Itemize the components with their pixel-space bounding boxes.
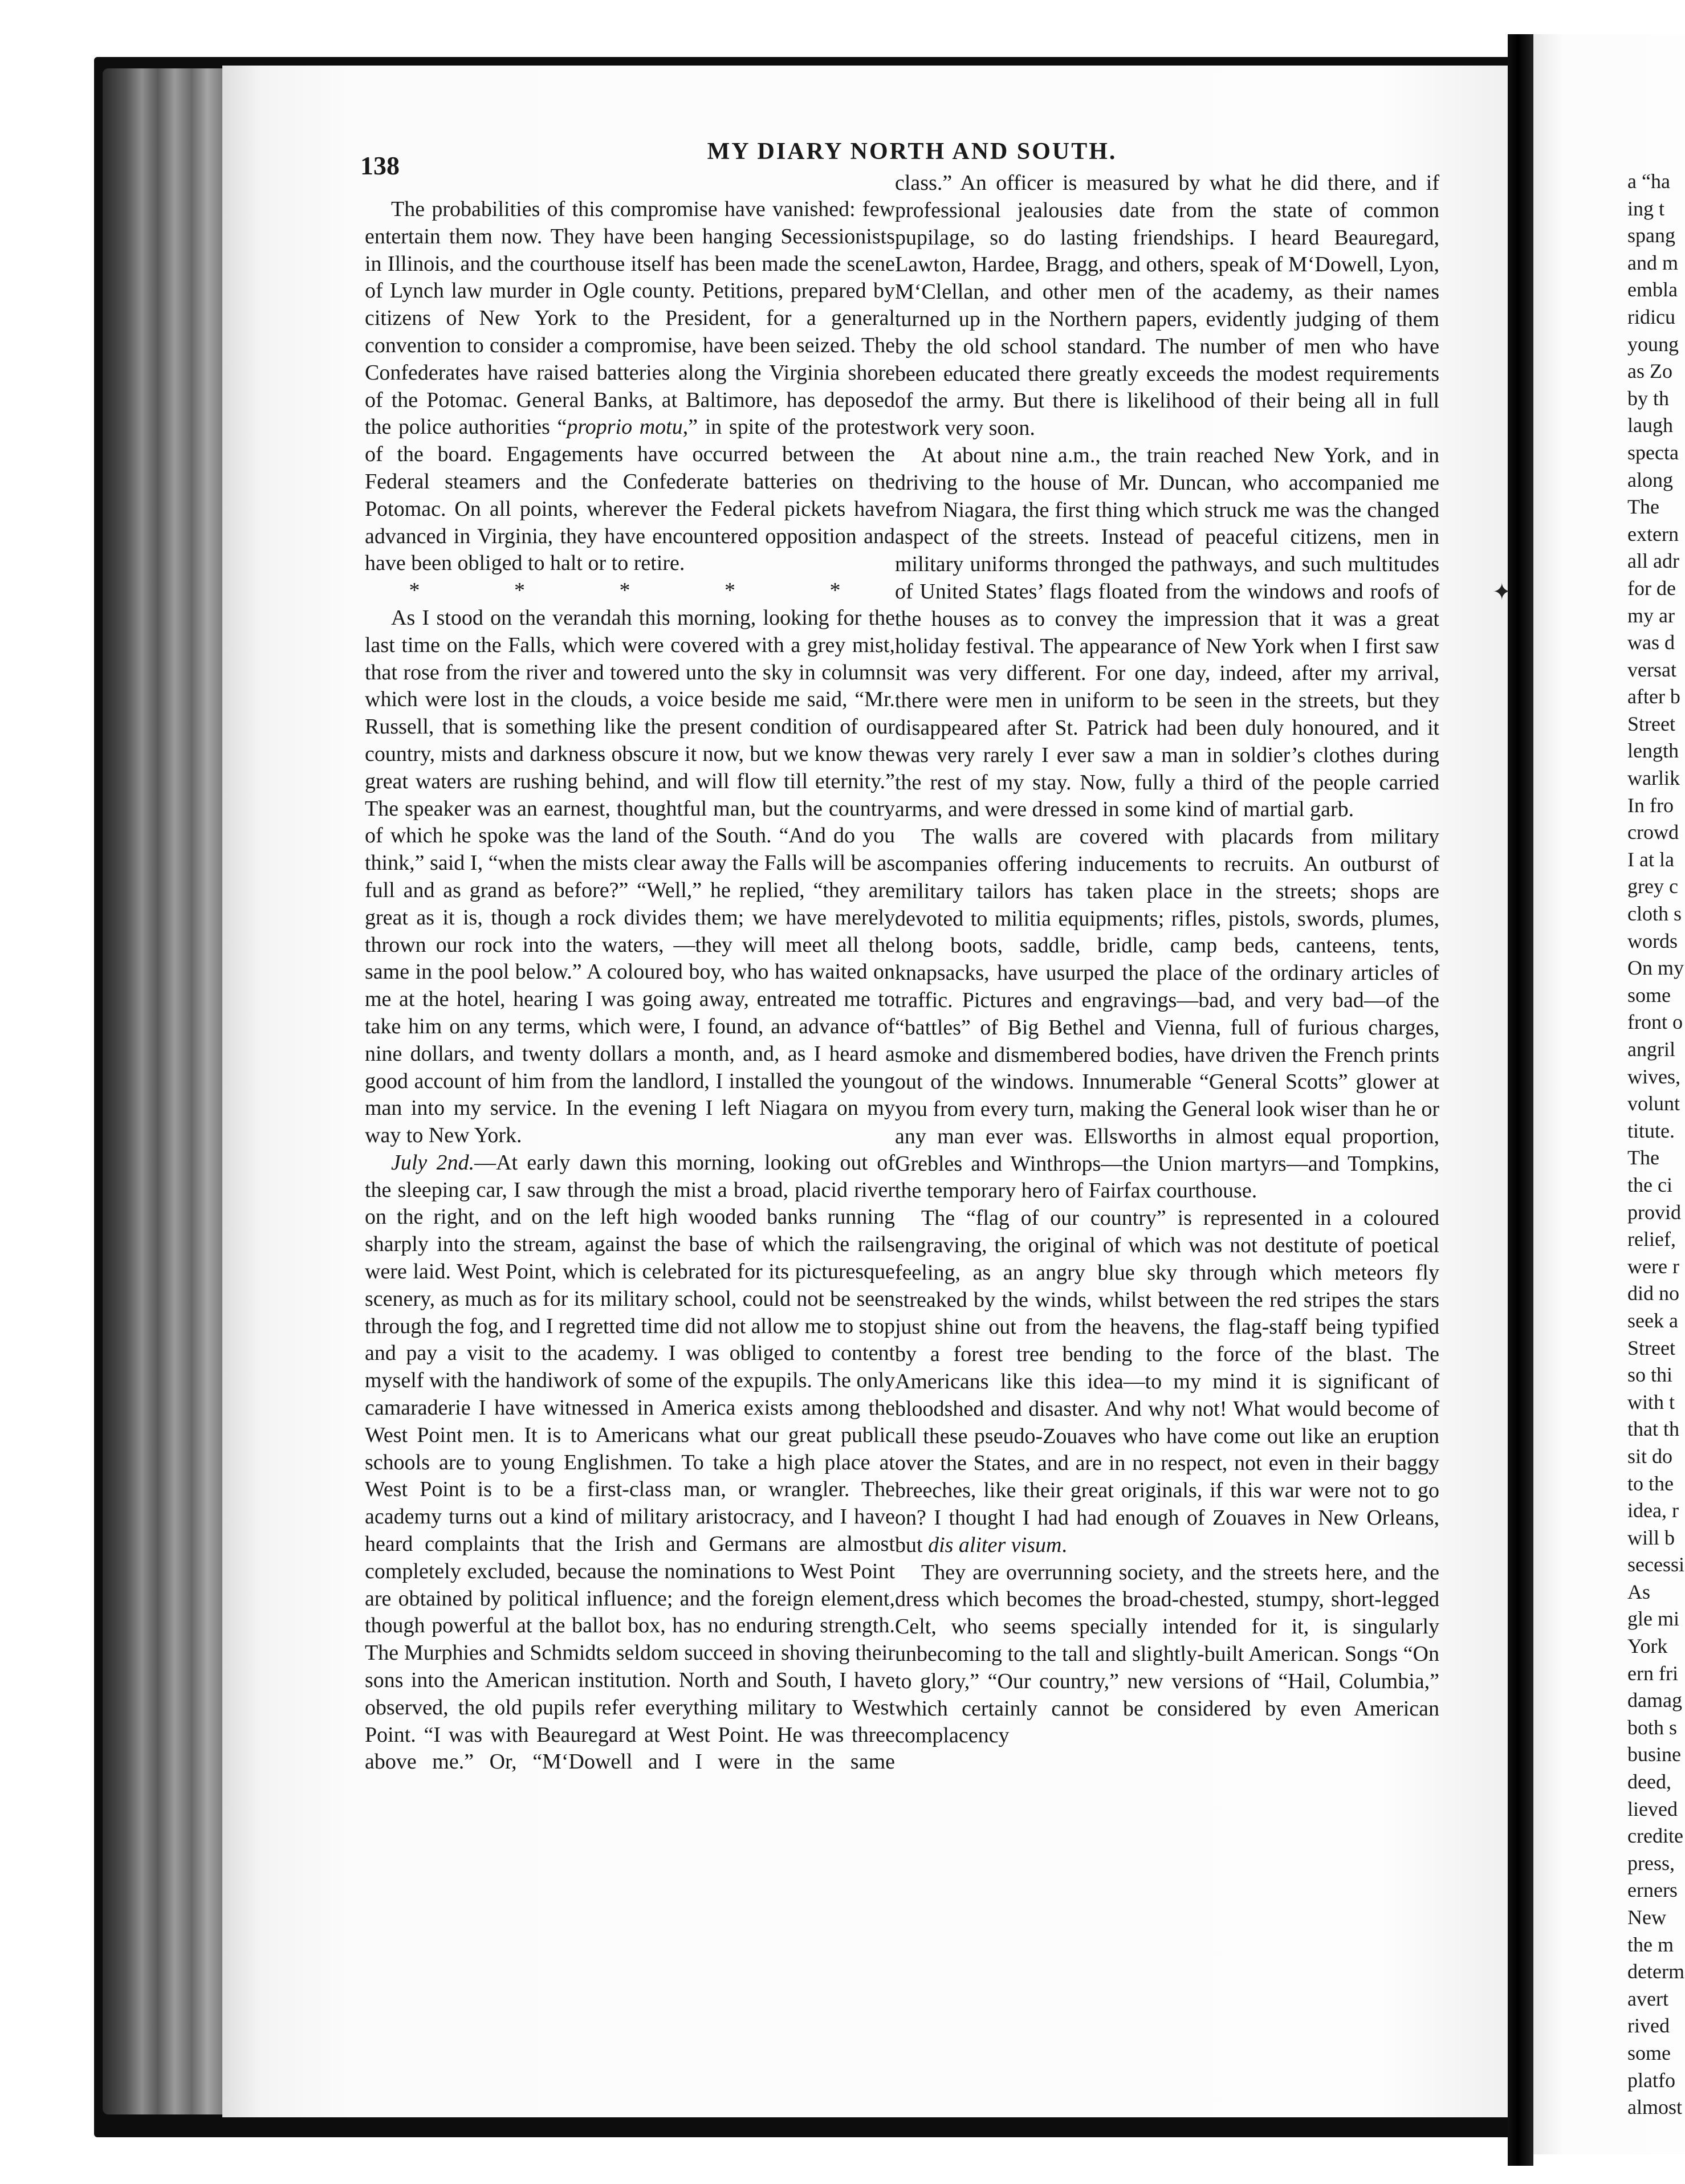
adjacent-line: titute. — [1627, 1119, 1675, 1142]
adjacent-line: I at la — [1627, 847, 1674, 871]
adjacent-line: versat — [1627, 658, 1676, 681]
adjacent-line: extern — [1627, 522, 1679, 545]
adjacent-line: gle mi — [1627, 1607, 1679, 1631]
left-column — [365, 196, 895, 1776]
paragraph-july-2nd-text: —At early dawn this morning, looking out of the sleeping car, I saw through the mist a broad, placid river on the right, and on the left high wooded banks running sharply into the stream, against the base of which the rails were laid. West Point, which is celebrated for its picturesque scenery, as much as for its military school, could not be seen through the fog, and I regretted time did not allow me to stop and pay a visit to the academy. I was obliged to content myself with the handiwork of some of the expupils. The only camaraderie I have witnessed in America exists among the West Point men. It is to Americans what our great public schools are to young Englishmen. To take a high place at West Point is to be a first-class man, or wrangler. The academy turns out a kind of military aristocracy, and I have heard complaints that the Irish and Germans are almost completely excluded, because the nominations to West Point are obtained by political influence; and the foreign element, though powerful at the ballot box, has no enduring strength. The Murphies and Schmidts seldom succeed in shoving their sons into the American institution. North and South, I have observed, the old pupils refer everything military to West Point. “I was with Beauregard at West Point. He was three above me.” Or, “M‘Dowell and I were in the same — [365, 1150, 895, 1774]
date-mark: July 2nd. — [391, 1150, 475, 1175]
adjacent-line: as Zo — [1627, 360, 1672, 383]
adjacent-line: Street — [1627, 712, 1675, 735]
page-number: 138 — [360, 151, 400, 180]
paragraph-new-york: At about nine a.m., the train reached New York, and in driving to the house of Mr. Duncan, who accompanied me from Niagara, the first thing which struck me was the changed aspect of the streets. Instead of peaceful citizens, men in military uniforms thronged the pathways, and such multitudes of United States’ flags floated from the windows and roofs of the houses as to convey the impression that it was a great holiday festival. The appearance of New York when I first saw it was very different. For one day, indeed, after my arrival, there were men in uniform to be seen in the streets, but they disappeared after St. Patrick had been duly honoured, and it was very rarely I ever saw a man in soldier’s clothes during the rest of my stay. Now, fully a third of the people carried arms, and were dressed in some kind of martial garb. — [895, 443, 1439, 822]
adjacent-line: seek a — [1627, 1309, 1678, 1332]
adjacent-line: and m — [1627, 251, 1678, 274]
paragraph-placards: The walls are covered with placards from military companies offering inducements to recruits. An outburst of military tailors has taken place in the streets; shops are devoted to militia equipments; rifles, pistols, swords, plumes, long boots, saddle, bridle, camp beds, canteens, tents, knapsacks, have usurped the place of the ordinary articles of traffic. Pictures and engravings—bad, and very bad—of the “battles” of Big Bethel and Vienna, full of furious charges, smoke and dismembered bodies, have driven the French prints out of the windows. Innumerable “General Scotts” glower at you from every turn, making the General look wiser than he or any man ever was. Ellsworths in almost equal proportion, Grebles and Winthrops—the Union martyrs—and Tompkins, the temporary hero of Fairfax courthouse. — [895, 825, 1439, 1203]
adjacent-line: rived — [1627, 2014, 1670, 2038]
adjacent-line: wives, — [1627, 1065, 1680, 1088]
adjacent-line: specta — [1627, 441, 1679, 464]
adjacent-line: ern fri — [1627, 1661, 1678, 1685]
adjacent-line: determ — [1627, 1960, 1684, 1983]
adjacent-line: the ci — [1627, 1173, 1672, 1196]
adjacent-line: to the — [1627, 1472, 1674, 1495]
adjacent-line: secessi — [1627, 1553, 1684, 1576]
paragraph-class: class.” An officer is measured by what he did there, and if professional jealousies date from the state of common pupilage, so do lasting friendships. I heard Beauregard, Lawton, Hardee, Bragg, and others, speak of M‘Dowell, Lyon, M‘Clellan, and other men of the academy, as their names turned up in the Northern papers, evidently judging of them by the old school standard. The number of men who have been educated there greatly exceeds the modest requirements of the army. But there is likelihood of their being all in full work very soon. — [895, 171, 1439, 441]
adjacent-line: all adr — [1627, 549, 1679, 573]
adjacent-line: platfo — [1627, 2068, 1675, 2092]
adjacent-line: after b — [1627, 685, 1680, 708]
adjacent-line: credite — [1627, 1824, 1683, 1848]
adjacent-line: ridicu — [1627, 305, 1675, 328]
adjacent-line: embla — [1627, 278, 1678, 301]
adjacent-line: some — [1627, 2041, 1671, 2064]
adjacent-line: In fro — [1627, 793, 1674, 817]
adjacent-line: volunt — [1627, 1092, 1680, 1115]
paragraph-flag: The “flag of our country” is represented in a coloured engraving, the original of which was not destitute of poetical feeling, as an angry blue sky through which meteors fly streaked by the winds, whilst between the red stripes the stars just shine out from the heavens, the flag-staff being typified by a forest tree bending to the force of the blast. The Americans like this idea—to my mind it is significant of bloodshed and disaster. And why not! What would become of all these pseudo-Zouaves who have come out like an eruption over the States, and are in no respect, not even in their baggy breeches, like their great originals, if this war were not to go on? I thought I had had enough of Zouaves in New Orleans, but dis aliter visum. — [895, 1206, 1439, 1557]
section-break: * * * * * — [409, 578, 885, 603]
running-head: MY DIARY NORTH AND SOUTH. — [707, 138, 1117, 165]
adjacent-line: with t — [1627, 1390, 1675, 1413]
adjacent-line: provid — [1627, 1200, 1681, 1224]
adjacent-line: by th — [1627, 386, 1670, 410]
adjacent-line: On my — [1627, 956, 1684, 980]
adjacent-line: avert — [1627, 1987, 1668, 2010]
adjacent-line: idea, r — [1627, 1499, 1679, 1522]
adjacent-line: laugh — [1627, 414, 1673, 437]
adjacent-line: length — [1627, 739, 1679, 763]
adjacent-page-text — [1627, 168, 1685, 2121]
adjacent-line: grey c — [1627, 875, 1678, 898]
adjacent-line: The — [1627, 1146, 1659, 1170]
adjacent-line: the m — [1627, 1933, 1674, 1956]
paragraph-niagara: As I stood on the verandah this morning, looking for the last time on the Falls, which were covered with a grey mist, that rose from the river and towered unto the sky in columns which were lost in the clouds, a voice beside me said, “Mr. Russell, that is something like the present condition of our country, mists and darkness obscure it now, but we know the great waters are rushing behind, and will flow till eternity.” The speaker was an earnest, thoughtful man, but the country of which he spoke was the land of the South. “And do you think,” said I, “when the mists clear away the Falls will be as full and as grand as before?” “Well,” he replied, “they are great as it is, though a rock divides them; we have merely thrown our rock into the waters, —they will meet all the same in the pool below.” A coloured boy, who has waited on me at the hotel, hearing I was going away, entreated me to take him on any terms, which were, I found, an advance of nine dollars, and twenty dollars a month, and, as I heard a good account of him from the landlord, I installed the young man into my service. In the evening I left Niagara on my way to New York. — [365, 605, 895, 1148]
adjacent-line: The — [1627, 495, 1659, 519]
adjacent-line: young — [1627, 332, 1679, 356]
adjacent-line: were r — [1627, 1254, 1679, 1278]
adjacent-line: will b — [1627, 1526, 1675, 1549]
adjacent-line: so thi — [1627, 1363, 1673, 1387]
adjacent-line: deed, — [1627, 1770, 1671, 1794]
stray-mark: ✦ — [1492, 579, 1512, 605]
adjacent-line: was d — [1627, 631, 1675, 654]
right-page — [1533, 34, 1685, 2154]
adjacent-line: almost — [1627, 2096, 1682, 2119]
paragraph-compromise: The probabilities of this compromise have vanished: few entertain them now. They have been hanging Secessionists in Illinois, and the courthouse itself has been made the scene of Lynch law murder in Ogle county. Petitions, prepared by citizens of New York to the President, for a general convention to consider a compromise, have been seized. The Confederates have raised batteries along the Virginia shore of the Potomac. General Banks, at Baltimore, has deposed the police authorities “proprio motu,” in spite of the protest of the board. Engagements have occurred between the Federal steamers and the Confederate batteries on the Potomac. On all points, wherever the Federal pickets have advanced in Virginia, they have encountered opposition and have been obliged to halt or to retire. — [365, 197, 895, 576]
adjacent-line: did no — [1627, 1282, 1680, 1305]
page-stack-edge — [103, 68, 234, 2114]
adjacent-line: some — [1627, 983, 1671, 1007]
adjacent-line: Street — [1627, 1336, 1675, 1359]
paragraph-july-2nd — [365, 1150, 895, 1776]
adjacent-line: ing t — [1627, 197, 1665, 220]
italic-dis-aliter-visum: dis aliter visum — [928, 1533, 1062, 1557]
adjacent-line: press, — [1627, 1851, 1675, 1875]
adjacent-line: both s — [1627, 1716, 1678, 1739]
adjacent-line: lieved — [1627, 1797, 1678, 1820]
adjacent-line: York — [1627, 1635, 1668, 1658]
adjacent-line: damag — [1627, 1689, 1682, 1712]
adjacent-line: front o — [1627, 1010, 1683, 1034]
adjacent-line: spang — [1627, 224, 1675, 247]
adjacent-line: busine — [1627, 1743, 1681, 1766]
adjacent-line: New — [1627, 1906, 1666, 1929]
adjacent-line: my ar — [1627, 604, 1675, 627]
adjacent-line: relief, — [1627, 1228, 1676, 1251]
right-column — [895, 170, 1439, 1750]
adjacent-line: erners — [1627, 1879, 1678, 1902]
adjacent-line: sit do — [1627, 1444, 1673, 1468]
adjacent-line: angril — [1627, 1038, 1675, 1061]
adjacent-line: warlik — [1627, 767, 1680, 790]
adjacent-line: cloth s — [1627, 902, 1682, 926]
adjacent-line: along — [1627, 468, 1673, 491]
adjacent-line: a “ha — [1627, 170, 1670, 193]
book-gutter — [1508, 34, 1533, 2166]
adjacent-line: As — [1627, 1580, 1651, 1603]
italic-proprio-motu: proprio motu — [567, 415, 683, 439]
adjacent-line: words — [1627, 929, 1678, 952]
adjacent-line: that th — [1627, 1417, 1679, 1441]
adjacent-line: for de — [1627, 576, 1676, 600]
adjacent-line: crowd — [1627, 821, 1679, 844]
paragraph-zouaves: They are overrunning society, and the streets here, and the dress which becomes the broad-chested, stumpy, short-legged Celt, who seems specially intended for it, is singularly unbecoming to the tall and slightly-built American. Songs “On to glory,” “Our country,” new versions of “Hail, Columbia,” which certainly cannot be considered by even American complacency — [895, 1560, 1439, 1748]
